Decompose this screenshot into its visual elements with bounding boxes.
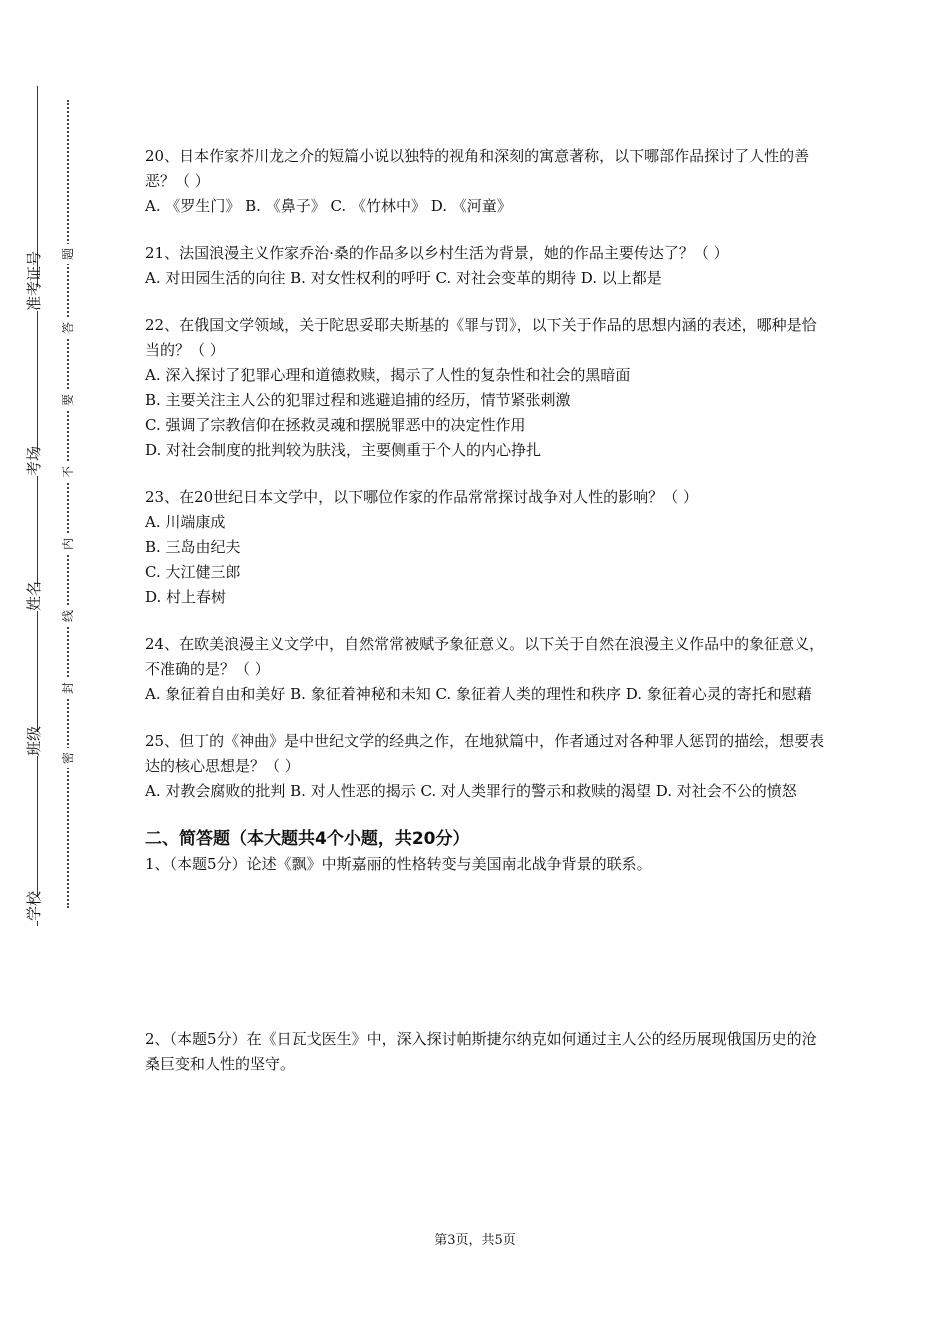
- question-stem: 21、法国浪漫主义作家乔治·桑的作品多以乡村生活为背景，她的作品主要传达了？（ ）: [145, 244, 729, 262]
- margin-label-class: 班级: [25, 725, 43, 756]
- question-stem: 24、在欧美浪漫主义文学中，自然常常被赋予象征意义。以下关于自然在浪漫主义作品中的象征意义，不准确的是？（ ）: [145, 635, 825, 678]
- margin-label-exam-number: 准考证号: [25, 250, 43, 311]
- option-b: B. 主要关注主人公的犯罪过程和逃避追捕的经历，情节紧张刺激: [145, 391, 571, 409]
- question-20: [145, 144, 825, 219]
- question-stem: 25、但丁的《神曲》是中世纪文学的经典之作，在地狱篇中，作者通过对各种罪人惩罚的描绘，想要表达的核心思想是？（ ）: [145, 732, 825, 775]
- option-d: D. 对社会制度的批判较为肤浅，主要侧重于个人的内心挣扎: [145, 441, 542, 459]
- seal-line: [67, 100, 69, 908]
- question-stem: 20、日本作家芥川龙之介的短篇小说以独特的视角和深刻的寓意著称，以下哪部作品探讨了人性的善恶？（ ）: [145, 147, 810, 190]
- exam-content: [145, 144, 825, 1077]
- seal-warning-char: 不: [58, 462, 78, 482]
- margin-label-school: 学校: [25, 890, 43, 921]
- margin-label-exam-room: 考场: [25, 445, 43, 476]
- seal-warning-char: 题: [58, 244, 78, 264]
- seal-warning-char: 要: [58, 390, 78, 410]
- binding-line: [37, 86, 38, 926]
- short-answer-question-1: 1、（本题5分）论述《飘》中斯嘉丽的性格转变与美国南北战争背景的联系。: [145, 855, 652, 873]
- seal-warning-char: 密: [58, 748, 78, 768]
- question-options: A. 象征着自由和美好 B. 象征着神秘和未知 C. 象征着人类的理性和秩序 D. 象征着心灵的寄托和慰藉: [145, 685, 812, 703]
- seal-warning-char: 内: [58, 534, 78, 554]
- margin-label-name: 姓名: [25, 580, 43, 611]
- question-options: A. 对田园生活的向往 B. 对女性权利的呼吁 C. 对社会变革的期待 D. 以上都是: [145, 269, 662, 287]
- question-25: [145, 729, 825, 804]
- option-d: D. 村上春树: [145, 588, 227, 606]
- short-answer-question-2: 2、（本题5分）在《日瓦戈医生》中，深入探讨帕斯捷尔纳克如何通过主人公的经历展现俄国历史的沧桑巨变和人性的坚守。: [145, 1030, 817, 1073]
- option-c: C. 大江健三郎: [145, 563, 241, 581]
- seal-warning-char: 线: [58, 606, 78, 626]
- option-a: A. 川端康成: [145, 513, 226, 531]
- question-stem: 22、在俄国文学领域，关于陀思妥耶夫斯基的《罪与罚》，以下关于作品的思想内涵的表述，哪种是恰当的？（ ）: [145, 316, 817, 359]
- seal-warning-char: 封: [58, 678, 78, 698]
- question-21: [145, 241, 825, 291]
- question-22: [145, 313, 825, 463]
- question-options: A. 《罗生门》 B. 《鼻子》 C. 《竹林中》 D. 《河童》: [145, 197, 512, 215]
- question-options: A. 对教会腐败的批判 B. 对人性恶的揭示 C. 对人类罪行的警示和救赎的渴望 D. 对社会不公的愤怒: [145, 782, 797, 800]
- option-a: A. 深入探讨了犯罪心理和道德救赎，揭示了人性的复杂性和社会的黑暗面: [145, 366, 631, 384]
- question-stem: 23、在20世纪日本文学中，以下哪位作家的作品常常探讨战争对人性的影响？（ ）: [145, 488, 698, 506]
- question-23: [145, 485, 825, 610]
- option-b: B. 三岛由纪夫: [145, 538, 241, 556]
- question-24: [145, 632, 825, 707]
- option-c: C. 强调了宗教信仰在拯救灵魂和摆脱罪恶中的决定性作用: [145, 416, 526, 434]
- section-title: 二、简答题（本大题共4个小题，共20分）: [145, 829, 470, 849]
- seal-warning-char: 答: [58, 318, 78, 338]
- page-number: 第3页，共5页: [434, 1233, 516, 1248]
